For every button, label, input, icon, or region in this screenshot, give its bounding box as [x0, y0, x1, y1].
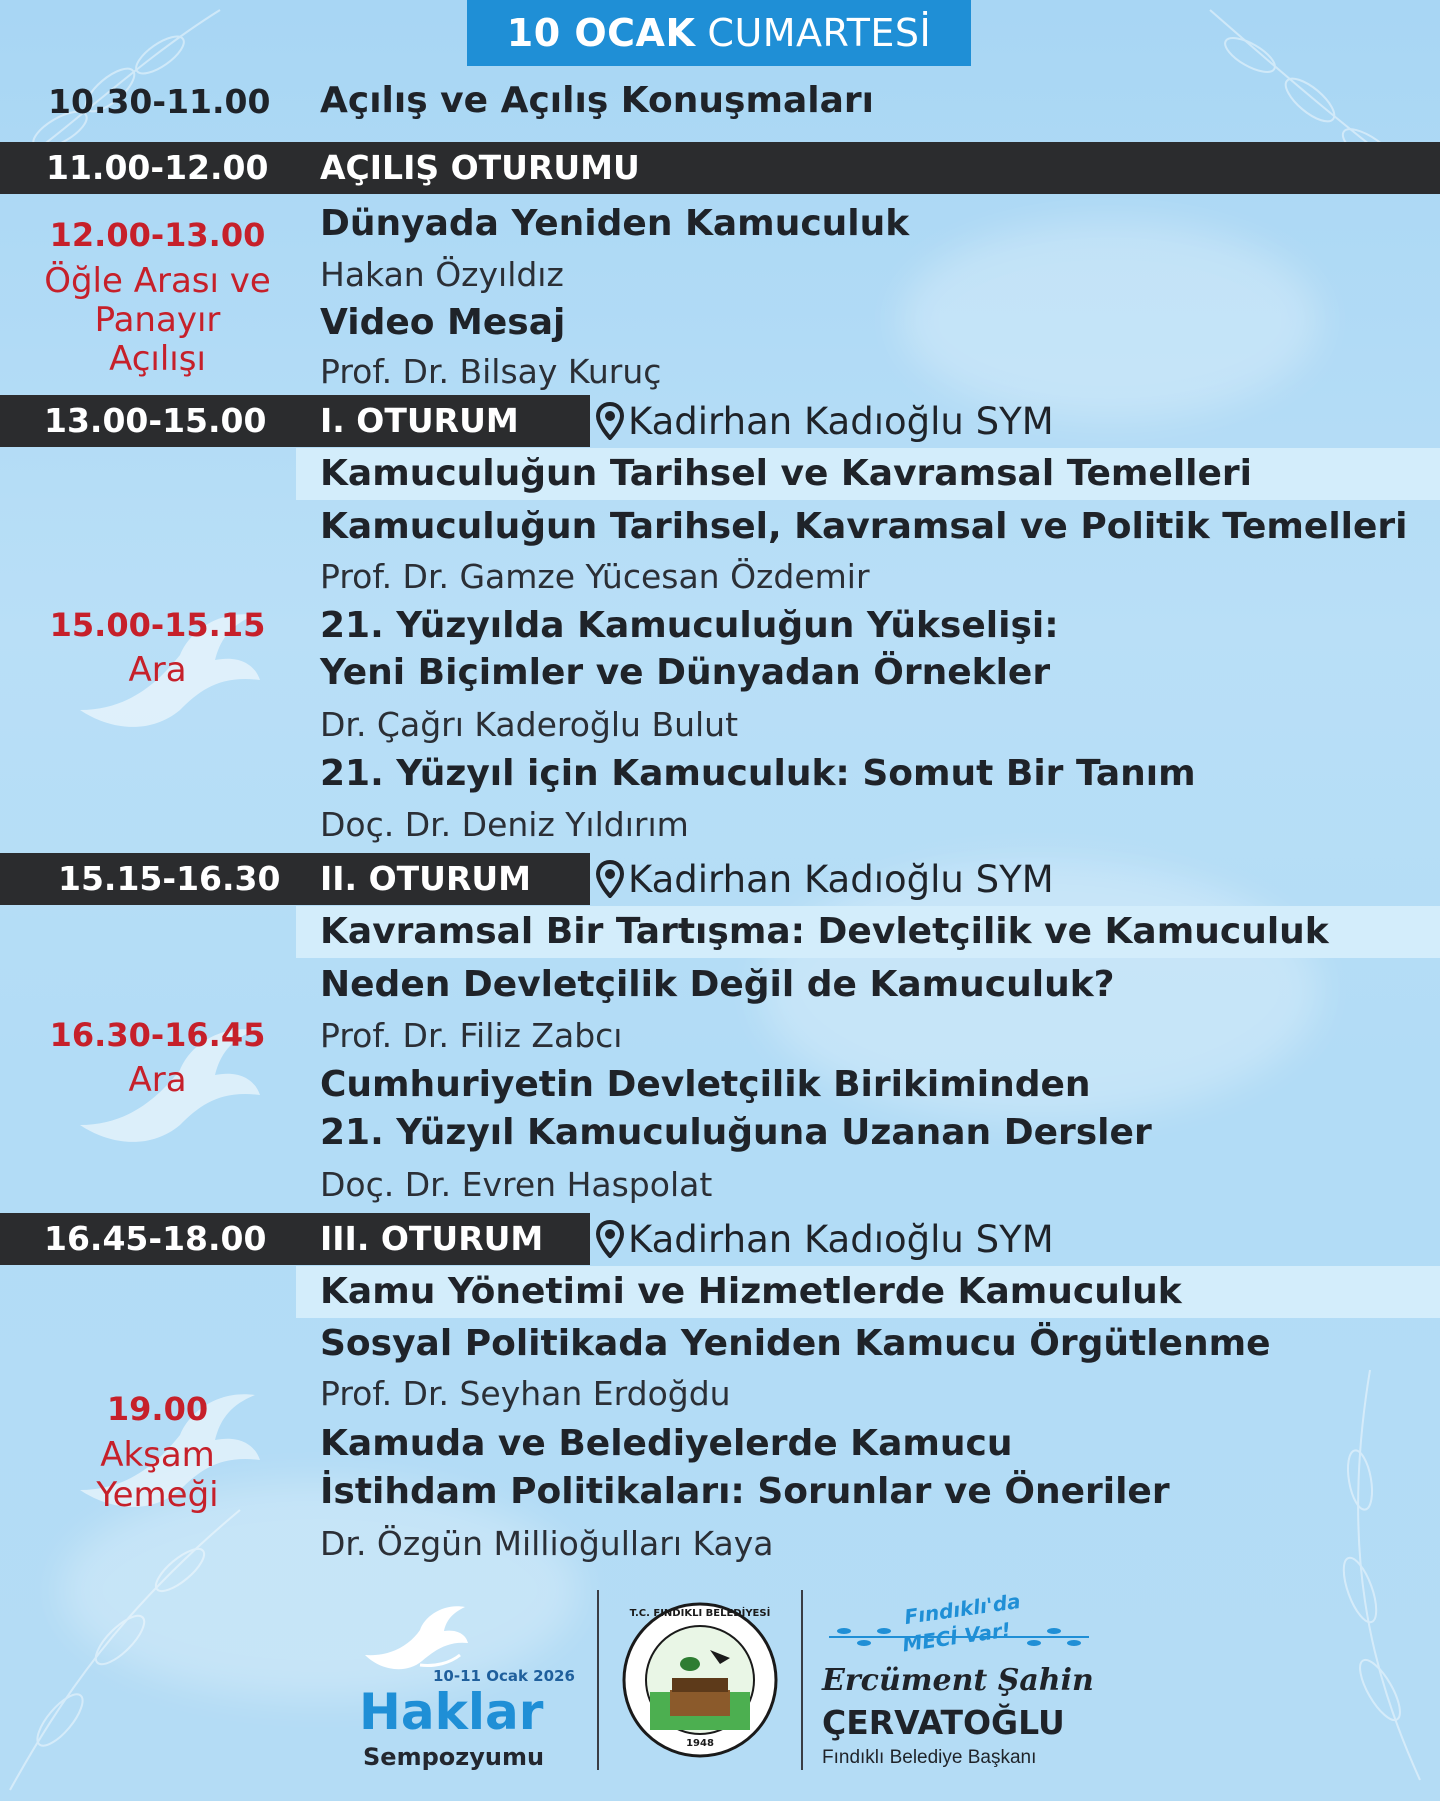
map-pin-icon [596, 860, 624, 898]
map-pin-icon [596, 1220, 624, 1258]
session-3-location [596, 1213, 1054, 1265]
date-header [467, 0, 971, 66]
session-3-time: 16.45-18.00 [44, 1219, 267, 1258]
break-label: Ara [128, 650, 187, 690]
break-time: 15.00-15.15 [49, 606, 266, 644]
talk-title: Dünyada Yeniden Kamuculuk [320, 203, 910, 244]
lunch-break-label: Açılışı [109, 339, 206, 379]
opening-title: Açılış ve Açılış Konuşmaları [320, 80, 874, 121]
talk-title: 21. Yüzyılda Kamuculuğun Yükselişi: [320, 605, 1059, 646]
talk-title: Kamuculuğun Tarihsel, Kavramsal ve Politik Temelleri [320, 506, 1408, 547]
opening-session-title: AÇILIŞ OTURUMU [320, 148, 640, 187]
dinner-time: 19.00 [106, 1390, 209, 1428]
talk-speaker: Prof. Dr. Gamze Yücesan Özdemir [320, 557, 870, 596]
talk-title: 21. Yüzyıl Kamuculuğuna Uzanan Dersler [320, 1112, 1152, 1153]
talk-title: Neden Devletçilik Değil de Kamuculuk? [320, 964, 1115, 1005]
municipality-seal [620, 1600, 780, 1760]
symposium-sub: Sempozyumu [363, 1743, 545, 1771]
slogan-line-2: MECİ Var! [900, 1617, 1013, 1657]
talk-speaker: Dr. Çağrı Kaderoğlu Bulut [320, 705, 739, 744]
talk-speaker: Hakan Özyıldız [320, 255, 564, 294]
seal-year: 1948 [686, 1738, 714, 1749]
session-1-title: I. OTURUM [320, 401, 519, 440]
session-2-location [596, 853, 1054, 905]
session-2-time: 15.15-16.30 [58, 859, 281, 898]
session-1-location [596, 395, 1054, 447]
symposium-name: Haklar [359, 1683, 544, 1741]
session-1-theme-bar [296, 448, 1440, 500]
session-3-theme-bar [296, 1266, 1440, 1318]
talk-speaker: Dr. Özgün Millioğulları Kaya [320, 1524, 774, 1563]
date-header-day: 10 OCAK [506, 11, 696, 55]
talk-speaker: Doç. Dr. Evren Haspolat [320, 1165, 713, 1204]
symposium-dates: 10-11 Ocak 2026 [433, 1667, 575, 1685]
opening-session-time: 11.00-12.00 [46, 148, 269, 187]
talk-speaker: Prof. Dr. Bilsay Kuruç [320, 352, 662, 391]
talk-title: Video Mesaj [320, 302, 566, 343]
dinner-label: Yemeği [96, 1475, 219, 1515]
opening-session-bar [0, 142, 1440, 194]
lunch-break-label: Öğle Arası ve [44, 261, 271, 301]
session-1-time: 13.00-15.00 [44, 401, 267, 440]
session-2-title: II. OTURUM [320, 859, 531, 898]
lunch-break-time: 12.00-13.00 [49, 216, 266, 254]
symposium-logo [355, 1595, 575, 1775]
mayor-surname: ÇERVATOĞLU [822, 1703, 1065, 1742]
talk-speaker: Prof. Dr. Seyhan Erdoğdu [320, 1374, 731, 1413]
opening-time: 10.30-11.00 [48, 82, 271, 121]
talk-speaker: Doç. Dr. Deniz Yıldırım [320, 805, 689, 844]
mayor-first-name: Ercüment Şahin [822, 1663, 1094, 1698]
map-pin-icon [596, 402, 624, 440]
break-time: 16.30-16.45 [49, 1016, 266, 1054]
location-text: Kadirhan Kadıoğlu SYM [628, 399, 1054, 443]
seal-ring-text: T.C. FINDIKLI BELEDİYESİ [629, 1608, 771, 1619]
date-header-weekday: CUMARTESİ [707, 11, 932, 55]
location-text: Kadirhan Kadıoğlu SYM [628, 857, 1054, 901]
lunch-break-label: Panayır [94, 300, 221, 340]
location-text: Kadirhan Kadıoğlu SYM [628, 1217, 1054, 1261]
talk-title: Yeni Biçimler ve Dünyadan Örnekler [320, 652, 1051, 693]
slogan-line-1: Fındıklı'da [902, 1588, 1022, 1630]
session-3-theme: Kamu Yönetimi ve Hizmetlerde Kamuculuk [320, 1271, 1182, 1312]
session-2-theme-bar [296, 906, 1440, 958]
mayor-role: Fındıklı Belediye Başkanı [822, 1747, 1037, 1768]
footer-divider [597, 1590, 599, 1770]
session-1-bar [0, 395, 590, 447]
session-2-theme: Kavramsal Bir Tartışma: Devletçilik ve Kamuculuk [320, 911, 1329, 952]
talk-title: İstihdam Politikaları: Sorunlar ve Öneriler [320, 1471, 1170, 1512]
footer-divider [801, 1590, 803, 1770]
break-label: Ara [128, 1060, 187, 1100]
talk-title: Kamuda ve Belediyelerde Kamucu [320, 1423, 1013, 1464]
municipality-seal-icon [620, 1600, 780, 1760]
session-3-bar [0, 1213, 590, 1265]
talk-title: Cumhuriyetin Devletçilik Birikiminden [320, 1064, 1091, 1105]
talk-title: Sosyal Politikada Yeniden Kamucu Örgütlenme [320, 1323, 1271, 1364]
mayor-signature-block [822, 1588, 1102, 1775]
dinner-label: Akşam [100, 1435, 215, 1475]
dove-logo-icon [360, 1595, 470, 1675]
background-cloud [900, 220, 1320, 420]
session-3-title: III. OTURUM [320, 1219, 544, 1258]
session-1-theme: Kamuculuğun Tarihsel ve Kavramsal Temelleri [320, 453, 1253, 494]
talk-title: 21. Yüzyıl için Kamuculuk: Somut Bir Tanım [320, 753, 1196, 794]
session-2-bar [0, 853, 590, 905]
leaf-ornament-icon [1220, 1350, 1440, 1790]
talk-speaker: Prof. Dr. Filiz Zabcı [320, 1016, 623, 1055]
